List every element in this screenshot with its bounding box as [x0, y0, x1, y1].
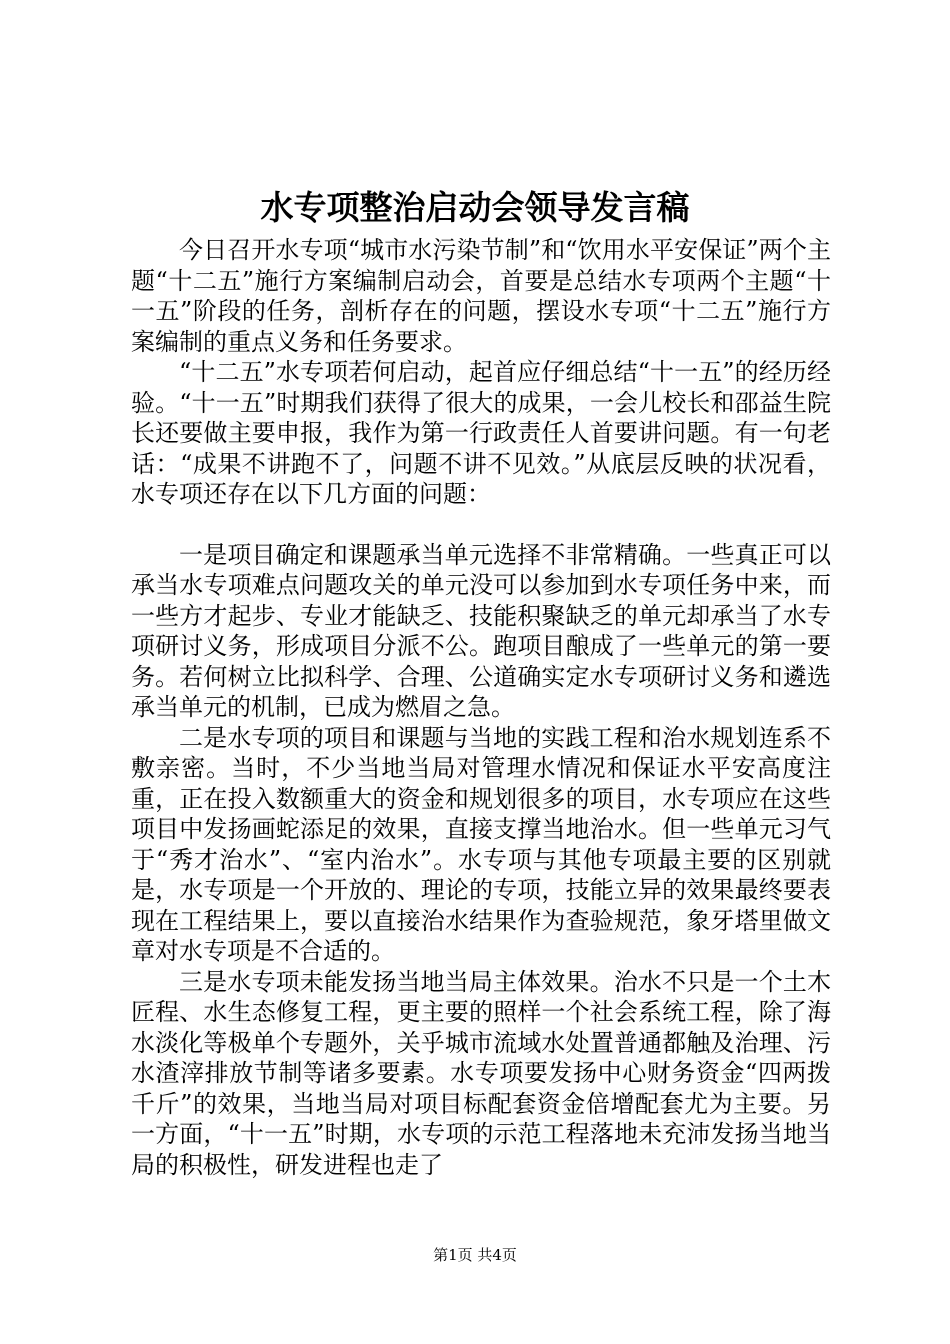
document-body: [131, 235, 831, 1180]
document-title: 水专项整治启动会领导发言稿: [260, 188, 690, 227]
paragraph-problem-three: 三是水专项未能发扬当地当局主体效果。治水不只是一个土木匠程、水生态修复工程，更主要的照样一个社会系统工程，除了海水淡化等极单个专题外，关乎城市流域水处置普通都触及治理、污水渣滓排放节制等诸多要素。水专项要发扬中心财务资金“四两拨千斤”的效果，当地当局对项目标配套资金倍增配套尤为主要。另一方面，“十一五”时期，水专项的示范工程落地未充沛发扬当地当局的积极性，研发进程也走了: [131, 967, 831, 1179]
page-footer: 第1页 共4页: [433, 1246, 517, 1264]
paragraph-problems-overview: “十二五”水专项若何启动，起首应仔细总结“十一五”的经历经验。“十一五”时期我们获得了很大的成果，一会儿校长和邵益生院长还要做主要申报，我作为第一行政责任人首要讲问题。有一句老话：“成果不讲跑不了，问题不讲不见效。”从底层反映的状况看，水专项还存在以下几方面的问题：: [131, 358, 831, 508]
paragraph-problem-two: 二是水专项的项目和课题与当地的实践工程和治水规划连系不敷亲密。当时，不少当地当局对管理水情况和保证水平安高度注重，正在投入数额重大的资金和规划很多的项目，水专项应在这些项目中发扬画蛇添足的效果，直接支撑当地治水。但一些单元习气于“秀才治水”、“室内治水”。水专项与其他专项最主要的区别就是，水专项是一个开放的、理论的专项，技能立异的效果最终要表现在工程结果上，要以直接治水结果作为查验规范，象牙塔里做文章对水专项是不合适的。: [131, 723, 831, 965]
paragraph-intro: 今日召开水专项“城市水污染节制”和“饮用水平安保证”两个主题“十二五”施行方案编制启动会，首要是总结水专项两个主题“十一五”阶段的任务，剖析存在的问题，摆设水专项“十二五”施行方案编制的重点义务和任务要求。: [131, 236, 831, 356]
paragraph-problem-one: 一是项目确定和课题承当单元选择不非常精确。一些真正可以承当水专项难点问题攻关的单元没可以参加到水专项任务中来，而一些方才起步、专业才能缺乏、技能积聚缺乏的单元却承当了水专项研讨义务，形成项目分派不公。跑项目酿成了一些单元的第一要务。若何树立比拟科学、合理、公道确实定水专项研讨义务和遴选承当单元的机制，已成为燃眉之急。: [131, 540, 831, 721]
